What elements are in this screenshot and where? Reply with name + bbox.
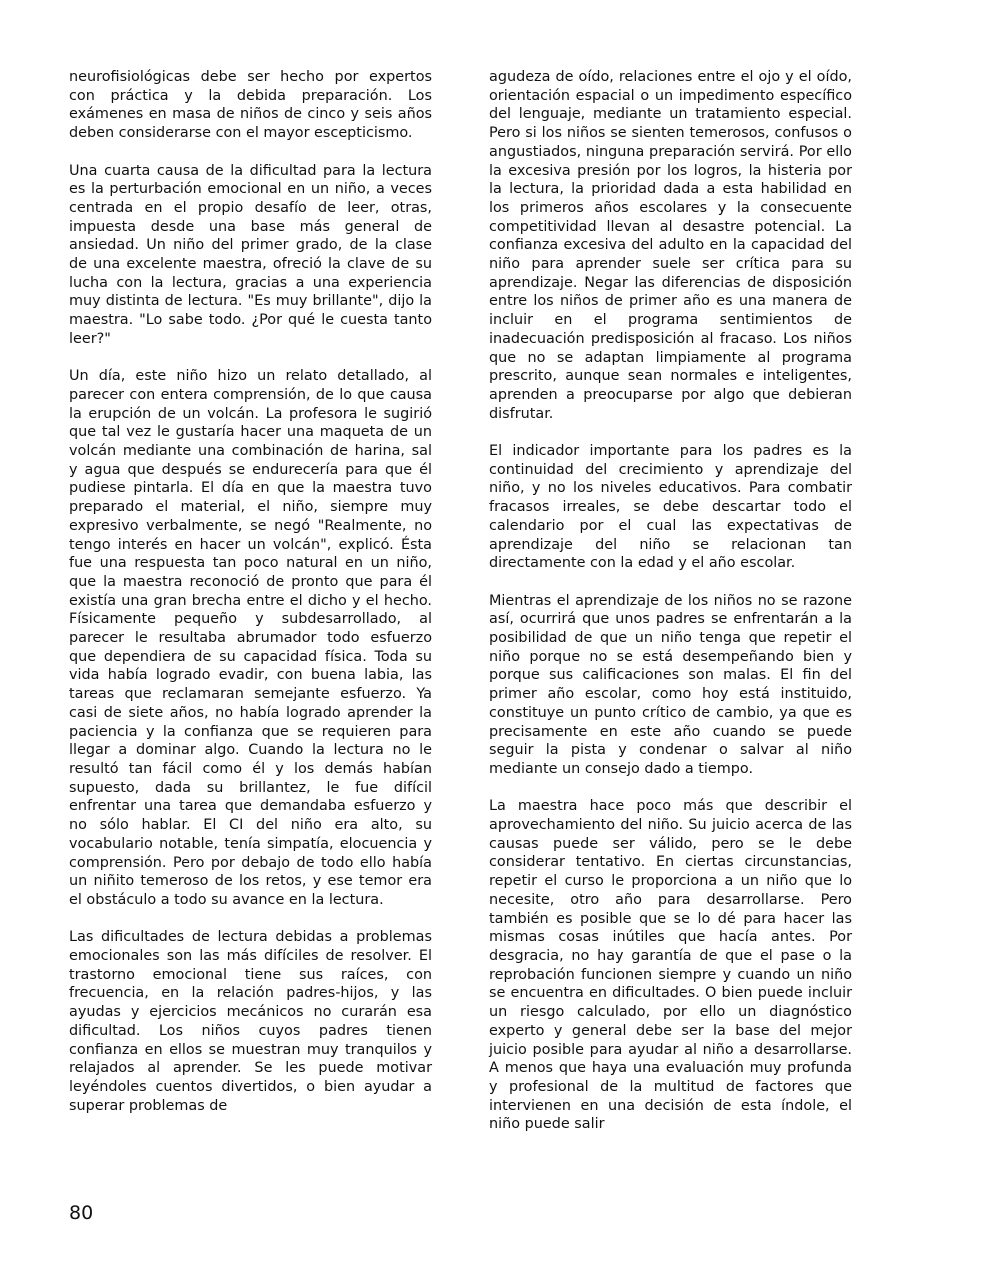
paragraph: agudeza de oído, relaciones entre el ojo y el oído, orientación espacial o un impedimento específico del lenguaje, mediante un tratamiento especial. Pero si los niños se sienten temerosos, confusos o angustiados, ninguna preparación servirá. Por ello la excesiva presión por los logros, la histeria por la lectura, la prioridad dada a esta habilidad en los primeros años escolares y la consecuente competitividad llevan al desastre potencial. La confianza excesiva del adulto en la capacidad del niño para aprender suele ser crítica para su aprendizaje. Negar las diferencias de disposición entre los niños de primer año es una manera de incluir en el programa sentimientos de inadecuación predisposición al fracaso. Los niños que no se adaptan limpiamente al programa prescrito, aunque sean normales e inteligentes, aprenden a preocuparse por algo que debieran disfrutar. [489, 69, 852, 422]
paragraph: La maestra hace poco más que describir el aprovechamiento del niño. Su juicio acerca de las causas puede ser válido, pero se le debe considerar tentativo. En ciertas circunstancias, repetir el curso le proporciona a un niño que lo necesite, otro año para desarrollarse. Pero también es posible que se lo dé para hacer las mismas cosas inútiles que hacía antes. Por desgracia, no hay garantía de que el pase o la reprobación funcionen siempre y cuando un niño se encuentra en dificultades. O bien puede incluir un riesgo calculado, por ello un diagnóstico experto y general debe ser la base del mejor juicio posible para ayudar al niño a desarrollarse. A menos que haya una evaluación muy profunda y profesional de la multitud de factores que intervienen en una decisión de esta índole, el niño puede salir [489, 798, 852, 1133]
paragraph: Una cuarta causa de la dificultad para la lectura es la perturbación emocional en un niño, a veces centrada en el propio desafío de leer, otras, impuesta desde una base más general de ansiedad. Un niño del primer grado, de la clase de una excelente maestra, ofreció la clave de su lucha con la lectura, gracias a una experiencia muy distinta de lectura. "Es muy brillante", dijo la maestra. "Lo sabe todo. ¿Por qué le cuesta tanto leer?" [69, 162, 432, 347]
left-column [69, 68, 432, 1115]
right-column [489, 68, 852, 1134]
paragraph: El indicador importante para los padres es la continuidad del crecimiento y aprendizaje del niño, y no los niveles educativos. Para combatir fracasos irreales, se debe descartar todo el calendario por el cual las expectativas de aprendizaje del niño se relacionan tan directamente con la edad y el año escolar. [489, 443, 852, 572]
paragraph: Las dificultades de lectura debidas a problemas emocionales son las más difíciles de resolver. El trastorno emocional tiene sus raíces, con frecuencia, en la relación padres-hijos, y las ayudas y ejercicios mecánicos no curarán esa dificultad. Los niños cuyos padres tienen confianza en ellos se muestran muy tranquilos y relajados al aprender. Se les puede motivar leyéndoles cuentos divertidos, o bien ayudar a superar problemas de [69, 929, 432, 1114]
paragraph: neurofisiológicas debe ser hecho por expertos con práctica y la debida preparación. Los exámenes en masa de niños de cinco y seis años deben considerarse con el mayor escepticismo. [69, 69, 432, 142]
paragraph: Un día, este niño hizo un relato detallado, al parecer con entera comprensión, de lo que causa la erupción de un volcán. La profesora le sugirió que tal vez le gustaría hacer una maqueta de un volcán mediante una combinación de harina, sal y agua que después se endurecería para que él pudiese pintarla. El día en que la maestra tuvo preparado el material, el niño, siempre muy expresivo verbalmente, se negó "Realmente, no tengo interés en hacer un volcán", explicó. Ésta fue una respuesta tan poco natural en un niño, que la maestra reconoció de pronto que para él existía una gran brecha entre el dicho y el hecho. Físicamente pequeño y subdesarrollado, al parecer le resultaba abrumador todo esfuerzo que dependiera de su capacidad física. Toda su vida había logrado evadir, con buena labia, las tareas que reclamaran semejante esfuerzo. Ya casi de siete años, no había logrado aprender la paciencia y la confianza que se requieren para llegar a dominar algo. Cuando la lectura no le resultó tan fácil como él y los demás habían supuesto, dada su brillantez, le fue difícil enfrentar una tarea que demandaba esfuerzo y no sólo hablar. El CI del niño era alto, su vocabulario notable, tenía simpatía, elocuencia y comprensión. Pero por debajo de todo ello había un niñito temeroso de los retos, y ese temor era el obstáculo a todo su avance en la lectura. [69, 368, 432, 908]
paragraph: Mientras el aprendizaje de los niños no se razone así, ocurrirá que unos padres se enfrentarán a la posibilidad de que un niño tenga que repetir el niño porque no se está desempeñando bien y porque sus calificaciones son malas. El fin del primer año escolar, como hoy está instituido, constituye un punto crítico de cambio, ya que es precisamente en este año cuando se puede seguir la pista y condenar o salvar al niño mediante un consejo dado a tiempo. [489, 592, 852, 777]
page-number: 80 [69, 1202, 94, 1224]
